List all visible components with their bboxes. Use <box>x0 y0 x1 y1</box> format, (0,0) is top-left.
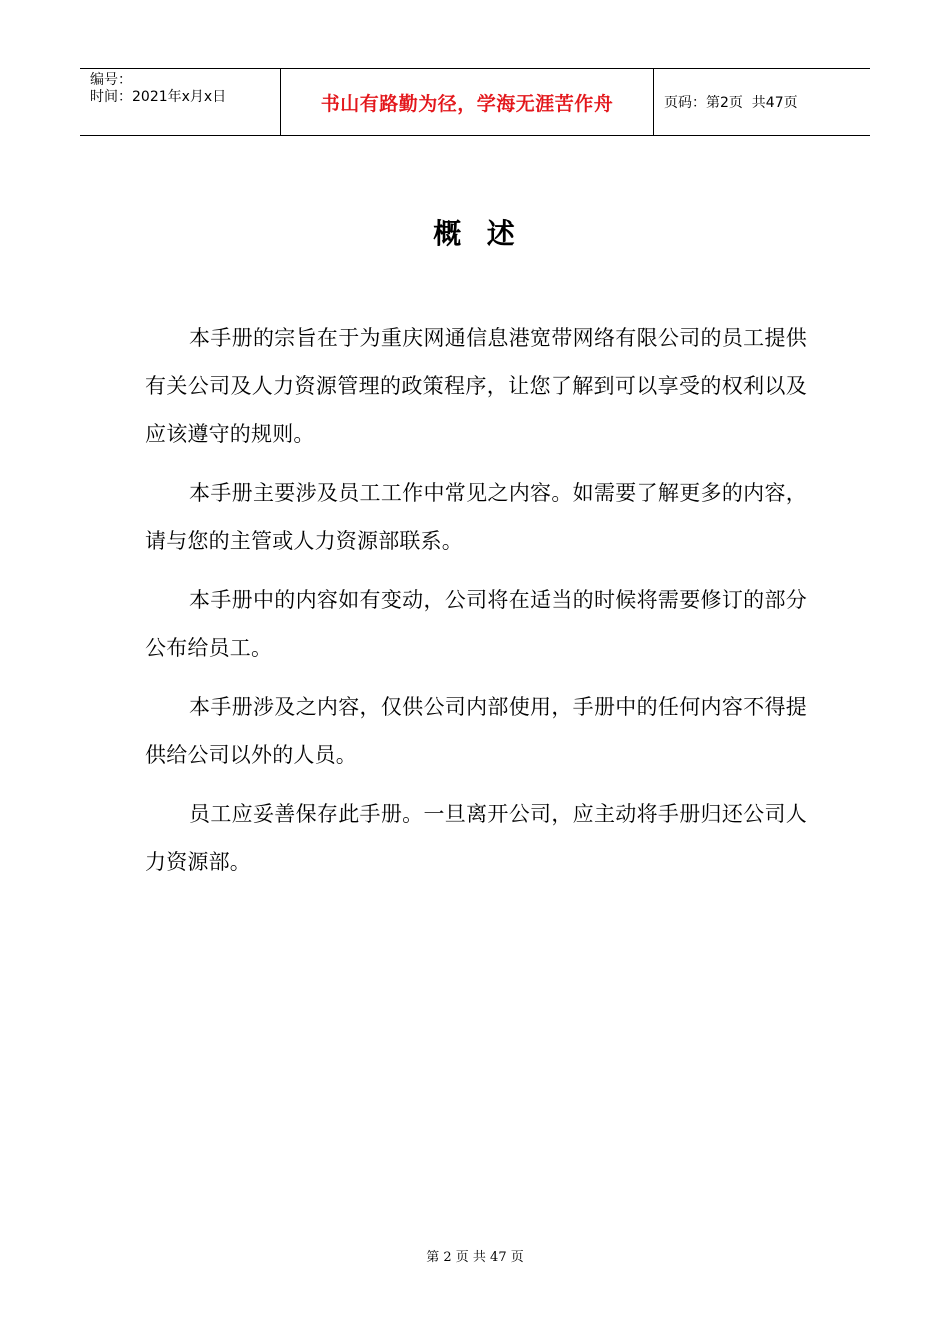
paragraph-purpose: 本手册的宗旨在于为重庆网通信息港宽带网络有限公司的员工提供有关公司及人力资源管理的政策程序，让您了解到可以享受的权利以及应该遵守的规则。 <box>145 326 807 446</box>
document-body <box>145 314 807 897</box>
header-info-cell <box>80 69 281 135</box>
paragraph-confidentiality: 本手册涉及之内容，仅供公司内部使用，手册中的任何内容不得提供给公司以外的人员。 <box>145 695 807 767</box>
page-header <box>80 68 870 136</box>
header-motto: 书山有路勤为径，学海无涯苦作舟 <box>281 69 654 135</box>
paragraph-changes: 本手册中的内容如有变动，公司将在适当的时候将需要修订的部分公布给员工。 <box>145 588 807 660</box>
paragraph-scope: 本手册主要涉及员工工作中常见之内容。如需要了解更多的内容，请与您的主管或人力资源部联系。 <box>145 481 807 553</box>
page-footer: 第 2 页 共 47 页 <box>426 1250 524 1265</box>
document-time-label: 时间：2021年x月x日 <box>90 89 227 105</box>
paragraph-return-handbook: 员工应妥善保存此手册。一旦离开公司，应主动将手册归还公司人力资源部。 <box>145 802 807 874</box>
page-title: 概 述 <box>433 217 517 250</box>
header-page-code: 页码：第2页 共47页 <box>664 95 798 111</box>
document-number-label: 编号： <box>90 72 132 88</box>
